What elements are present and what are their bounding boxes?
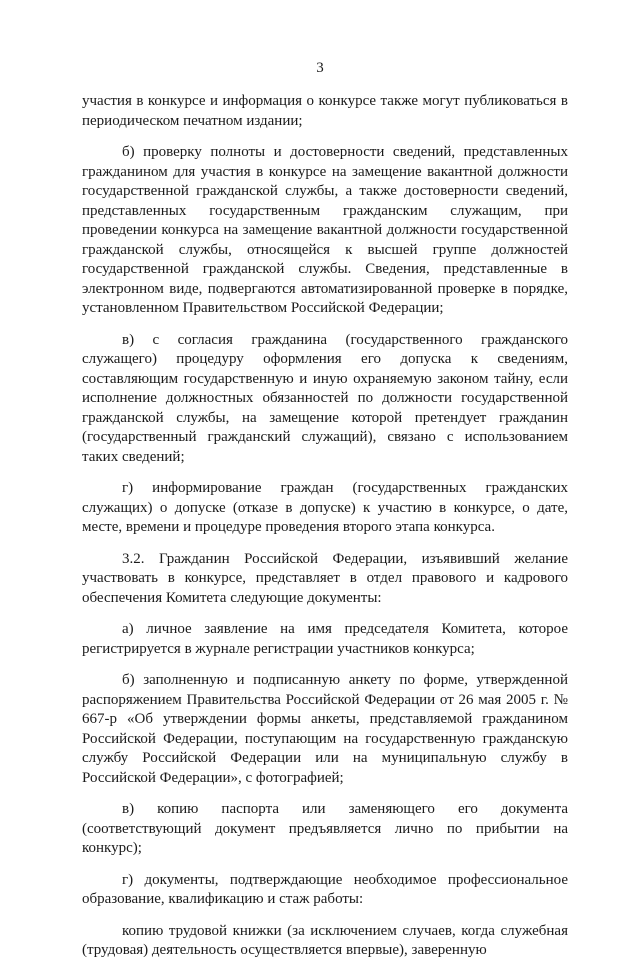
paragraph-item-v-passport: в) копию паспорта или заменяющего его документа (соответствующий документ предъявляется лично по прибытии на конкурс);	[82, 801, 568, 856]
paragraph-item-a-application: а) личное заявление на имя председателя Комитета, которое регистрируется в журнале регистрации участников конкурса;	[82, 621, 568, 657]
paragraph-item-v-clearance: в) с согласия гражданина (государственного гражданского служащего) процедуру оформления его допуска к сведениям, составляющим государственную и иную охраняемую законом тайну, если исполнение должностных обязанностей по должности государственной гражданской службы, на замещение которой претендует гражданин (государственный гражданский служащий), связано с использованием таких сведений;	[82, 331, 568, 465]
paragraph-work-record-copy: копию трудовой книжки (за исключением случаев, когда служебная (трудовая) деятельность осуществляется впервые), заверенную	[82, 922, 568, 958]
paragraph-item-b-verification: б) проверку полноты и достоверности сведений, представленных гражданином для участия в конкурсе на замещение вакантной должности государственной гражданской службы, а также достоверности сведений, представленных государственным гражданским служащим, при проведении конкурса на замещение вакантной должности государственной гражданской службы, относящейся к высшей группе должностей государственной гражданской службы. Сведения, представленные в электронном виде, подвергаются автоматизированной проверке в порядке, установленном Правительством Российской Федерации;	[82, 144, 568, 316]
paragraph-section-3-2: 3.2. Гражданин Российской Федерации, изъявивший желание участвовать в конкурсе, представляет в отдел правового и кадрового обеспечения Комитета следующие документы:	[82, 550, 568, 606]
paragraph-item-g-documents: г) документы, подтверждающие необходимое профессиональное образование, квалификацию и стаж работы:	[82, 871, 568, 907]
paragraph-item-g-informing: г) информирование граждан (государственных гражданских служащих) о допуске (отказе в допуске) к участию в конкурсе, о дате, месте, времени и процедуре проведения второго этапа конкурса.	[82, 480, 568, 535]
paragraph-item-b-questionnaire: б) заполненную и подписанную анкету по форме, утвержденной распоряжением Правительства Российской Федерации от 26 мая 2005 г. № 667-р «Об утверждении формы анкеты, представляемой гражданином Российской Федерации, поступающим на государственную гражданскую службу Российской Федерации или на муниципальную службу в Российской Федерации», с фотографией;	[82, 672, 568, 786]
page-number: 3	[316, 60, 324, 76]
paragraph-continuation: участия в конкурсе и информация о конкурсе также могут публиковаться в периодическом печатном издании;	[82, 93, 568, 129]
document-body	[82, 92, 568, 961]
